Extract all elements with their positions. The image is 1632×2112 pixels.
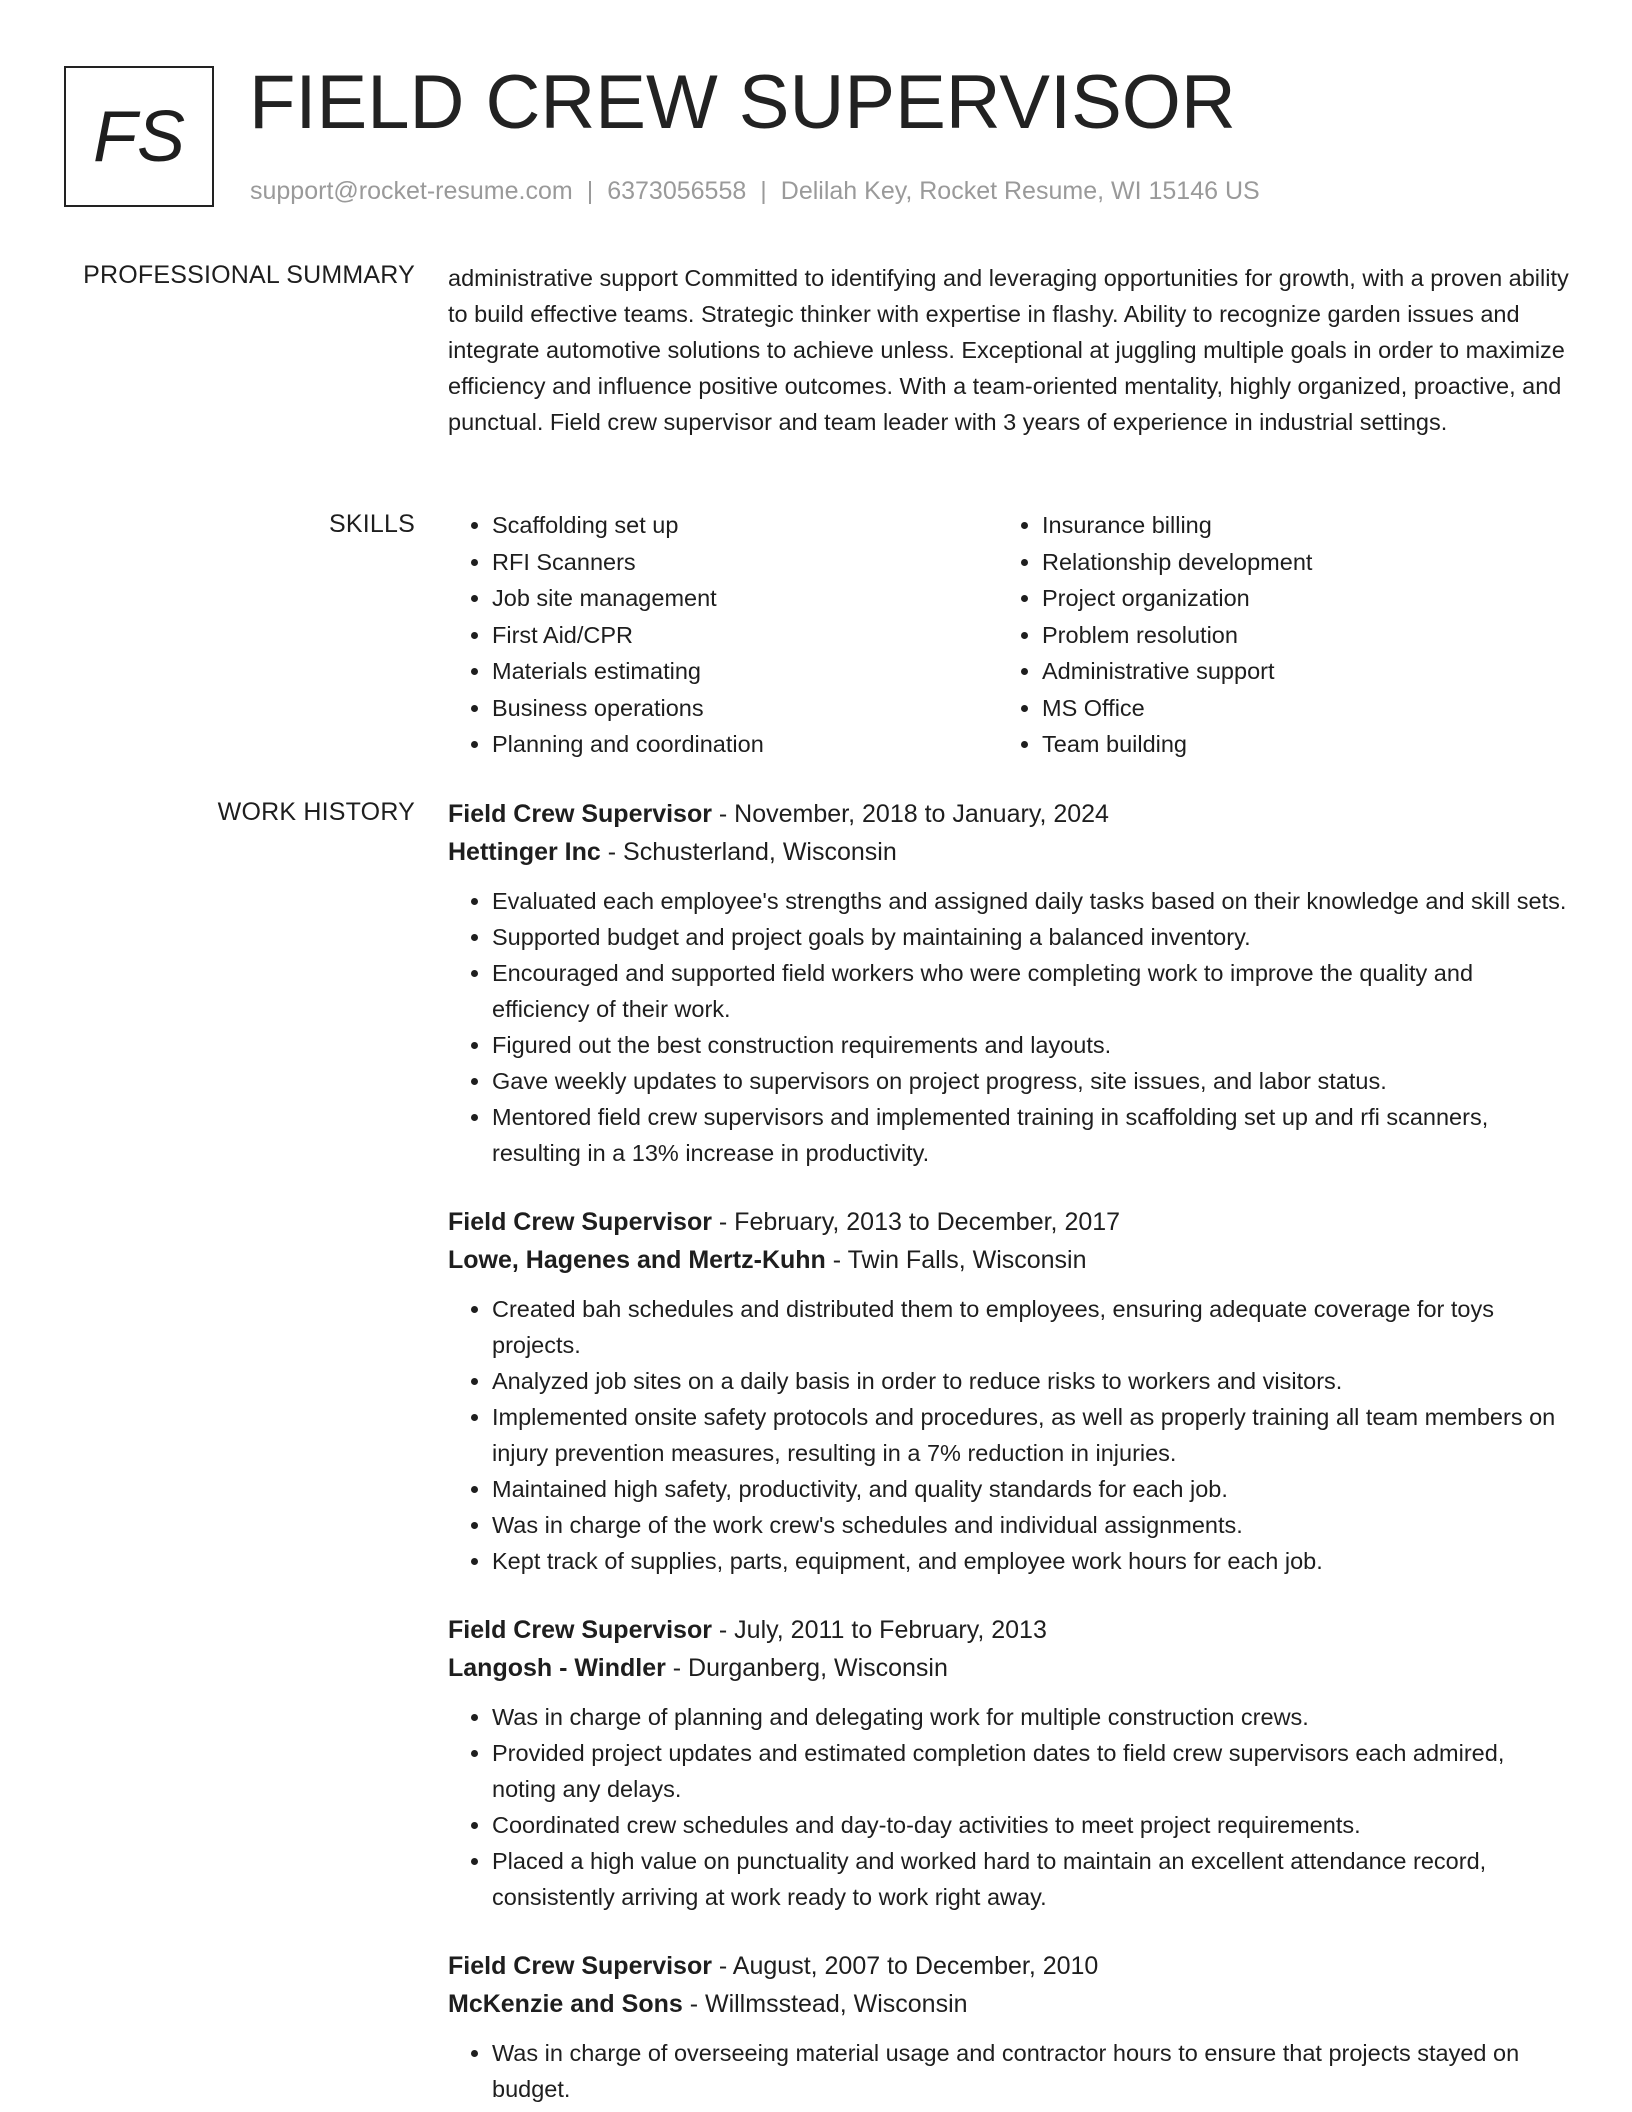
skill-item: • MS Office — [1042, 690, 1548, 727]
skill-item: • Business operations — [492, 690, 998, 727]
job-title: Field Crew Supervisor — [448, 800, 712, 828]
skills-list-right — [998, 507, 1548, 763]
job-company-line — [448, 1649, 1570, 1687]
job-duty: • Was in charge of overseeing material usage and contractor hours to ensure that projects stayed on budget. — [492, 2035, 1570, 2107]
page-title: FIELD CREW SUPERVISOR — [249, 60, 1236, 145]
skills-list-left — [448, 507, 998, 763]
job-title: Field Crew Supervisor — [448, 1208, 712, 1236]
skill-item: • Relationship development — [1042, 544, 1548, 581]
job-duty: • Evaluated each employee's strengths and assigned daily tasks based on their knowledge and skill sets. — [492, 883, 1570, 919]
monogram-logo: FS — [64, 66, 214, 207]
contact-separator: | — [760, 177, 767, 205]
job-company-line — [448, 833, 1570, 871]
skill-item: • First Aid/CPR — [492, 617, 998, 654]
job-entry — [448, 1203, 1570, 1579]
job-list — [448, 795, 1570, 2107]
job-entry — [448, 795, 1570, 1171]
job-company: Lowe, Hagenes and Mertz-Kuhn — [448, 1246, 826, 1274]
job-company-line — [448, 1985, 1570, 2023]
job-company: Hettinger Inc — [448, 838, 601, 866]
job-dates: - July, 2011 to February, 2013 — [711, 1616, 1047, 1644]
job-duties — [448, 2035, 1570, 2107]
job-duty: • Provided project updates and estimated completion dates to field crew supervisors each admired, noting any delays. — [492, 1735, 1570, 1807]
job-dates: - August, 2007 to December, 2010 — [711, 1952, 1099, 1980]
skill-item: • Materials estimating — [492, 653, 998, 690]
contact-email[interactable]: support@rocket-resume.com — [250, 177, 573, 205]
skill-item: • Project organization — [1042, 580, 1548, 617]
work-history-heading: WORK HISTORY — [217, 798, 415, 826]
contact-address: Delilah Key, Rocket Resume, WI 15146 US — [780, 177, 1260, 205]
job-title-line — [448, 1947, 1570, 1985]
job-location: - Twin Falls, Wisconsin — [825, 1246, 1087, 1274]
job-duty: • Coordinated crew schedules and day-to-day activities to meet project requirements. — [492, 1807, 1570, 1843]
contact-line — [250, 174, 1260, 208]
skill-item: • Problem resolution — [1042, 617, 1548, 654]
job-duty: • Maintained high safety, productivity, and quality standards for each job. — [492, 1471, 1570, 1507]
skill-item: • Insurance billing — [1042, 507, 1548, 544]
job-duty: • Was in charge of the work crew's schedules and individual assignments. — [492, 1507, 1570, 1543]
job-duty: • Created bah schedules and distributed them to employees, ensuring adequate coverage for toys projects. — [492, 1291, 1570, 1363]
job-location: - Durganberg, Wisconsin — [665, 1654, 948, 1682]
job-duty: • Mentored field crew supervisors and implemented training in scaffolding set up and rfi scanners, resulting in a 13% increase in productivity. — [492, 1099, 1570, 1171]
contact-phone[interactable]: 6373056558 — [607, 177, 747, 205]
job-duty: • Analyzed job sites on a daily basis in order to reduce risks to workers and visitors. — [492, 1363, 1570, 1399]
job-dates: - February, 2013 to December, 2017 — [711, 1208, 1121, 1236]
job-dates: - November, 2018 to January, 2024 — [711, 800, 1109, 828]
job-title: Field Crew Supervisor — [448, 1952, 712, 1980]
job-entry — [448, 1611, 1570, 1915]
skill-item: • Scaffolding set up — [492, 507, 998, 544]
job-company: McKenzie and Sons — [448, 1990, 683, 2018]
job-duties — [448, 1699, 1570, 1915]
job-title-line — [448, 795, 1570, 833]
job-title: Field Crew Supervisor — [448, 1616, 712, 1644]
summary-text: administrative support Committed to identifying and leveraging opportunities for growth, with a proven ability to build effective teams. Strategic thinker with expertise in flashy. Ability to recognize garden issues and integrate automotive solutions to achieve unless. Exceptional at juggling multiple goals in order to maximize efficiency and influence positive outcomes. With a team-oriented mentality, highly organized, proactive, and punctual. Field crew supervisor and team leader with 3 years of experience in industrial settings. — [448, 265, 1569, 435]
skill-item: • Job site management — [492, 580, 998, 617]
summary-heading: PROFESSIONAL SUMMARY — [83, 261, 415, 289]
skill-item: • Planning and coordination — [492, 726, 998, 763]
job-title-line — [448, 1611, 1570, 1649]
job-duty: • Gave weekly updates to supervisors on project progress, site issues, and labor status. — [492, 1063, 1570, 1099]
job-company: Langosh - Windler — [448, 1654, 666, 1682]
skills-columns — [448, 507, 1570, 763]
job-duty: • Implemented onsite safety protocols and procedures, as well as properly training all team members on injury prevention measures, resulting in a 7% reduction in injuries. — [492, 1399, 1570, 1471]
job-duties — [448, 1291, 1570, 1579]
job-duty: • Encouraged and supported field workers who were completing work to improve the quality and efficiency of their work. — [492, 955, 1570, 1027]
job-duty: • Was in charge of planning and delegating work for multiple construction crews. — [492, 1699, 1570, 1735]
skills-heading: SKILLS — [329, 510, 415, 538]
skill-item: • Administrative support — [1042, 653, 1548, 690]
job-location: - Willmsstead, Wisconsin — [682, 1990, 968, 2018]
job-entry — [448, 1947, 1570, 2107]
skill-item: • RFI Scanners — [492, 544, 998, 581]
skill-item: • Team building — [1042, 726, 1548, 763]
job-duties — [448, 883, 1570, 1171]
job-duty: • Supported budget and project goals by maintaining a balanced inventory. — [492, 919, 1570, 955]
job-company-line — [448, 1241, 1570, 1279]
contact-separator: | — [586, 177, 594, 205]
job-duty: • Kept track of supplies, parts, equipment, and employee work hours for each job. — [492, 1543, 1570, 1579]
job-location: - Schusterland, Wisconsin — [600, 838, 897, 866]
job-duty: • Figured out the best construction requirements and layouts. — [492, 1027, 1570, 1063]
job-title-line — [448, 1203, 1570, 1241]
job-duty: • Placed a high value on punctuality and worked hard to maintain an excellent attendance record, consistently arriving at work ready to work right away. — [492, 1843, 1570, 1915]
